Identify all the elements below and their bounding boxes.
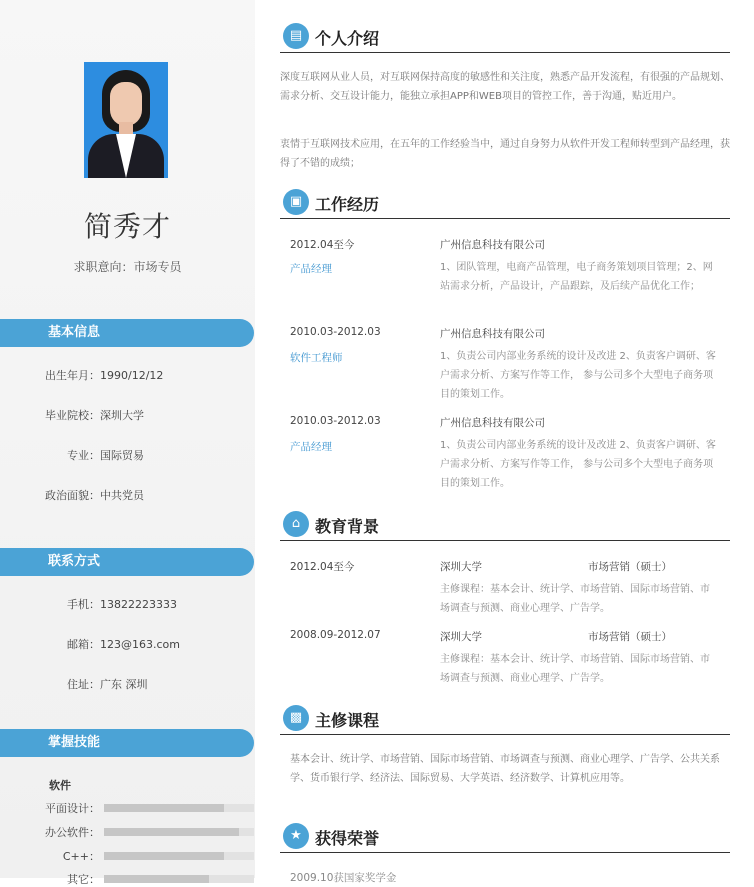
- edu-description: 主修课程：基本会计、统计学、市场营销、国际市场营销、市场调查与预测、商业心理学、广告学。: [440, 584, 710, 614]
- honors-title: 获得荣誉: [315, 829, 380, 848]
- skill-level-bar: [104, 804, 224, 812]
- skill-level-bar: [104, 828, 239, 836]
- work-date: 2010.03-2012.03: [290, 415, 381, 427]
- work-date: 2010.03-2012.03: [290, 326, 381, 338]
- job-intent: 求职意向：市场专员: [73, 260, 182, 274]
- skill-row: 其它：: [0, 871, 255, 885]
- trophy-icon: ★: [283, 823, 309, 849]
- document-icon: ▤: [283, 23, 309, 49]
- skill-level-bar: [104, 875, 209, 883]
- profile-photo: [84, 62, 168, 178]
- basic-info-header: 基本信息: [0, 319, 254, 347]
- education-header: [280, 510, 730, 541]
- edu-school: 深圳大学: [440, 631, 482, 643]
- edu-description: 主修课程：基本会计、统计学、市场营销、国际市场营销、市场调查与预测、商业心理学、广告学。: [440, 654, 710, 684]
- skill-row: C++：: [0, 848, 255, 862]
- person-name: 简秀才: [83, 210, 171, 243]
- address-row: 住址：广东 深圳: [67, 678, 148, 691]
- skills-header: 掌握技能: [0, 729, 254, 757]
- work-description: 1、团队管理，电商产品管理，电子商务策划项目管理；2、网站需求分析，产品设计，产品跟踪，及后续产品优化工作；: [440, 262, 713, 292]
- work-role: 软件工程师: [290, 352, 343, 364]
- building-icon: ⌂: [283, 511, 309, 537]
- work-header: [280, 188, 730, 219]
- courses-title: 主修课程: [315, 711, 380, 730]
- work-title: 工作经历: [315, 195, 380, 214]
- major-row: 专业：国际贸易: [67, 449, 144, 462]
- honor-item: 2009.10获国家奖学金: [290, 872, 397, 884]
- edu-date: 2012.04至今: [290, 561, 355, 573]
- intro-paragraph-2: 衷情于互联网技术应用，在五年的工作经验当中，通过自身努力从软件开发工程师转型到产品经理，获得了不错的成绩；: [280, 139, 730, 169]
- chart-icon: ▩: [283, 705, 309, 731]
- edu-school: 深圳大学: [440, 561, 482, 573]
- skill-row: 办公软件：: [0, 824, 255, 838]
- edu-date: 2008.09-2012.07: [290, 629, 381, 641]
- education-title: 教育背景: [315, 517, 380, 536]
- sidebar: [0, 0, 255, 886]
- work-role: 产品经理: [290, 441, 332, 453]
- contact-header: 联系方式: [0, 548, 254, 576]
- birth-row: 出生年月：1990/12/12: [45, 369, 164, 382]
- honors-header: [280, 822, 730, 853]
- politics-row: 政治面貌：中共党员: [45, 489, 144, 502]
- work-description: 1、负责公司内部业务系统的设计及改进 2、负责客户调研、客户需求分析、方案写作等工作， 参与公司多个大型电子商务项目的策划工作。: [440, 351, 716, 400]
- courses-text: 基本会计、统计学、市场营销、国际市场营销、市场调查与预测、商业心理学、广告学、公共关系学、货币银行学、经济法、国际贸易、大学英语、经济数学、计算机应用等。: [290, 754, 720, 784]
- skills-subtitle: 软件: [49, 779, 71, 792]
- work-role: 产品经理: [290, 263, 332, 275]
- work-company: 广州信息科技有限公司: [440, 417, 545, 429]
- email-row: 邮箱：123@163.com: [67, 638, 180, 651]
- briefcase-icon: ▣: [283, 189, 309, 215]
- intro-paragraph-1: 深度互联网从业人员，对互联网保持高度的敏感性和关注度，熟悉产品开发流程，有很强的产品规划、需求分析、交互设计能力，能独立承担APP和WEB项目的管控工作，善于沟通，贴近用户。: [280, 72, 730, 102]
- edu-major: 市场营销（硕士）: [588, 561, 672, 573]
- intro-title: 个人介绍: [315, 29, 380, 48]
- courses-header: [280, 704, 730, 735]
- skill-row: 平面设计：: [0, 800, 255, 814]
- school-row: 毕业院校：深圳大学: [45, 409, 144, 422]
- intro-header: [280, 22, 730, 53]
- skill-level-bar: [104, 852, 224, 860]
- work-description: 1、负责公司内部业务系统的设计及改进 2、负责客户调研、客户需求分析、方案写作等工作， 参与公司多个大型电子商务项目的策划工作。: [440, 440, 716, 489]
- work-date: 2012.04至今: [290, 239, 355, 251]
- work-company: 广州信息科技有限公司: [440, 328, 545, 340]
- phone-row: 手机：13822223333: [67, 598, 177, 611]
- edu-major: 市场营销（硕士）: [588, 631, 672, 643]
- work-company: 广州信息科技有限公司: [440, 239, 545, 251]
